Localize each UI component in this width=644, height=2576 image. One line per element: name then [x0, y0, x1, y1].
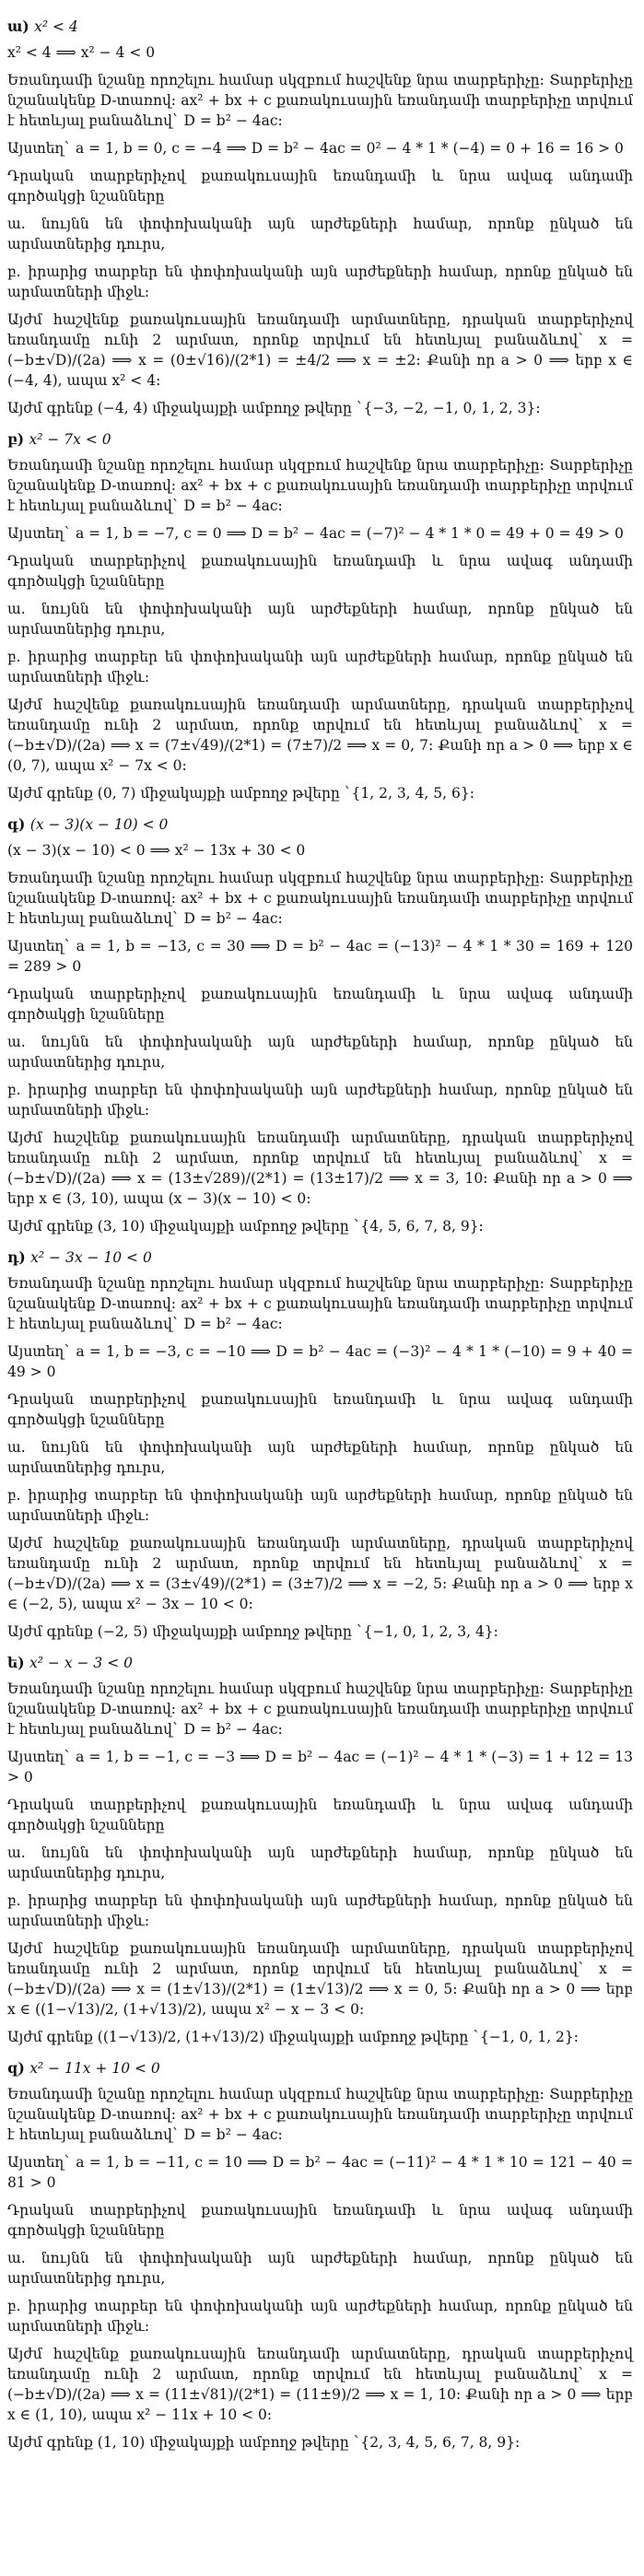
section-e: [7, 1653, 633, 2047]
section-inequality: x² − x − 3 < 0: [29, 1655, 133, 1671]
paragraph: ա. նույնն են փոփոխականի այն արժեքների համար, որոնք ընկած են արմատներից դուրս,: [7, 2250, 633, 2287]
paragraph: Եռանդամի նշանը որոշելու համար սկզբում հաշվենք նրա տարբերիչը: Տարբերիչը նշանակենք D-տառով: ax² + bx + c քառակուսային եռանդամի տարբերիչը տրվում է հետևյալ բանաձևով` D = b² − 4ac:: [7, 457, 633, 514]
paragraph: Եռանդամի նշանը որոշելու համար սկզբում հաշվենք նրա տարբերիչը: Տարբերիչը նշանակենք D-տառով: ax² + bx + c քառակուսային եռանդամի տարբերիչը տրվում է հետևյալ բանաձևով` D = b² − 4ac:: [7, 1275, 633, 1332]
answer-line: Այժմ գրենք (1, 10) միջակայքի ամբողջ թվերը `{2, 3, 4, 5, 6, 7, 8, 9}:: [7, 2434, 521, 2451]
paragraph: Դրական տարբերիչով քառակուսային եռանդամի և նրա ավագ անդամի գործակցի նշանները: [7, 553, 633, 590]
paragraph: Այստեղ` a = 1, b = −11, c = 10 ⟹ D = b² − 4ac = (−11)² − 4 * 1 * 10 = 121 − 40 = 81 > 0: [7, 2154, 633, 2191]
section-label: ա): [7, 18, 35, 35]
section-inequality: x² − 7x < 0: [29, 431, 111, 448]
paragraph: Այժմ հաշվենք քառակուսային եռանդամի արմատները, դրական տարբերիչով եռանդամը ունի 2 արմատ, որոնք տրվում են հետևյալ բանաձևով` x = (−b±√D)/(2a) ⟹ x = (13±√289)/(2*1) = (13±17)/2 ⟹ x = 3, 10: Քանի որ a > 0 ⟹ երբ x ∈ (3, 10), ապա (x − 3)(x − 10) < 0:: [7, 1130, 633, 1207]
section-a: [7, 17, 633, 418]
section-heading: [7, 2058, 633, 2078]
paragraph: Դրական տարբերիչով քառակուսային եռանդամի և նրա ավագ անդամի գործակցի նշանները: [7, 1391, 633, 1428]
paragraph: Այժմ հաշվենք քառակուսային եռանդամի արմատները, դրական տարբերիչով եռանդամը ունի 2 արմատ, որոնք տրվում են հետևյալ բանաձևով` x = (−b±√D)/(2a) ⟹ x = (0±√16)/(2*1) = ±4/2 ⟹ x = ±2: Քանի որ a > 0 ⟹ երբ x ∈ (−4, 4), ապա x² < 4:: [7, 311, 633, 389]
paragraph: ա. նույնն են փոփոխականի այն արժեքների համար, որոնք ընկած են արմատներից դուրս,: [7, 1439, 633, 1476]
section-inequality: x² − 3x − 10 < 0: [30, 1249, 152, 1266]
section-heading: [7, 814, 633, 835]
paragraph: Այժմ հաշվենք քառակուսային եռանդամի արմատները, դրական տարբերիչով եռանդամը ունի 2 արմատ, որոնք տրվում են հետևյալ բանաձևով` x = (−b±√D)/(2a) ⟹ x = (7±√49)/(2*1) = (7±7)/2 ⟹ x = 0, 7: Քանի որ a > 0 ⟹ երբ x ∈ (0, 7), ապա x² − 7x < 0:: [7, 697, 633, 774]
paragraph: Դրական տարբերիչով քառակուսային եռանդամի և նրա ավագ անդամի գործակցի նշանները: [7, 1797, 633, 1833]
section-label: գ): [7, 815, 30, 833]
section-label: ե): [7, 1654, 30, 1671]
paragraph: Այստեղ` a = 1, b = −13, c = 30 ⟹ D = b² − 4ac = (−13)² − 4 * 1 * 30 = 169 + 120 = 289 > 0: [7, 938, 633, 975]
answer-line: Այժմ գրենք (−4, 4) միջակայքի ամբողջ թվերը `{−3, −2, −1, 0, 1, 2, 3}:: [7, 400, 541, 416]
section-heading: [7, 1653, 633, 1673]
answer-line: Այժմ գրենք (−2, 5) միջակայքի ամբողջ թվերը `{−1, 0, 1, 2, 3, 4}:: [7, 1623, 498, 1640]
answer-line: Այժմ գրենք (3, 10) միջակայքի ամբողջ թվերը `{4, 5, 6, 7, 8, 9}:: [7, 1218, 484, 1235]
paragraph: Դրական տարբերիչով քառակուսային եռանդամի և նրա ավագ անդամի գործակցի նշանները: [7, 2202, 633, 2239]
paragraph: Այստեղ` a = 1, b = −1, c = −3 ⟹ D = b² − 4ac = (−1)² − 4 * 1 * (−3) = 1 + 12 = 13 > 0: [7, 1749, 633, 1786]
paragraph: ա. նույնն են փոփոխականի այն արժեքների համար, որոնք ընկած են արմատներից դուրս,: [7, 601, 633, 638]
paragraph: Դրական տարբերիչով քառակուսային եռանդամի և նրա ավագ անդամի գործակցի նշանները: [7, 168, 633, 205]
section-d: [7, 1247, 633, 1642]
section-heading: [7, 1247, 633, 1268]
paragraph: Այժմ հաշվենք քառակուսային եռանդամի արմատները, դրական տարբերիչով եռանդամը ունի 2 արմատ, որոնք տրվում են հետևյալ բանաձևով` x = (−b±√D)/(2a) ⟹ x = (1±√13)/(2*1) = (1±√13)/2 ⟹ x = 0, 5: Քանի որ a > 0 ⟹ երբ x ∈ ((1−√13)/2, (1+√13)/2), ապա x² − x − 3 < 0:: [7, 1940, 633, 2018]
section-inequality: (x − 3)(x − 10) < 0: [29, 816, 169, 833]
paragraph: բ. իրարից տարբեր են փոփոխականի այն արժեքների համար, որոնք ընկած են արմատների միջև:: [7, 1892, 633, 1929]
section-label: դ): [7, 1248, 31, 1266]
paragraph: բ. իրարից տարբեր են փոփոխականի այն արժեքների համար, որոնք ընկած են արմատների միջև:: [7, 263, 633, 300]
paragraph: Այստեղ` a = 1, b = 0, c = −4 ⟹ D = b² − 4ac = 0² − 4 * 1 * (−4) = 0 + 16 = 16 > 0: [7, 140, 624, 157]
paragraph: բ. իրարից տարբեր են փոփոխականի այն արժեքների համար, որոնք ընկած են արմատների միջև:: [7, 2298, 633, 2335]
paragraph: Եռանդամի նշանը որոշելու համար սկզբում հաշվենք նրա տարբերիչը: Տարբերիչը նշանակենք D-տառով: ax² + bx + c քառակուսային եռանդամի տարբերիչը տրվում է հետևյալ բանաձևով` D = b² − 4ac:: [7, 1680, 633, 1738]
paragraph: ա. նույնն են փոփոխականի այն արժեքների համար, որոնք ընկած են արմատներից դուրս,: [7, 216, 633, 252]
paragraph: x² < 4 ⟹ x² − 4 < 0: [7, 44, 156, 61]
paragraph: Եռանդամի նշանը որոշելու համար սկզբում հաշվենք նրա տարբերիչը: Տարբերիչը նշանակենք D-տառով: ax² + bx + c քառակուսային եռանդամի տարբերիչը տրվում է հետևյալ բանաձևով` D = b² − 4ac:: [7, 870, 633, 927]
paragraph: ա. նույնն են փոփոխականի այն արժեքների համար, որոնք ընկած են արմատներից դուրս,: [7, 1034, 633, 1071]
section-f: [7, 2058, 633, 2453]
section-inequality: x² − 11x + 10 < 0: [29, 2060, 160, 2077]
paragraph: Այժմ հաշվենք քառակուսային եռանդամի արմատները, դրական տարբերիչով եռանդամը ունի 2 արմատ, որոնք տրվում են հետևյալ բանաձևով` x = (−b±√D)/(2a) ⟹ x = (3±√49)/(2*1) = (3±7)/2 ⟹ x = −2, 5: Քանի որ a > 0 ⟹ երբ x ∈ (−2, 5), ապա x² − 3x − 10 < 0:: [7, 1535, 633, 1612]
paragraph: բ. իրարից տարբեր են փոփոխականի այն արժեքների համար, որոնք ընկած են արմատների միջև:: [7, 649, 633, 685]
section-label: զ): [7, 2059, 30, 2077]
paragraph: Եռանդամի նշանը որոշելու համար սկզբում հաշվենք նրա տարբերիչը: Տարբերիչը նշանակենք D-տառով: ax² + bx + c քառակուսային եռանդամի տարբերիչը տրվում է հետևյալ բանաձևով` D = b² − 4ac:: [7, 72, 633, 129]
section-inequality: x² < 4: [34, 18, 78, 35]
answer-line: Այժմ գրենք ((1−√13)/2, (1+√13)/2) միջակայքի ամբողջ թվերը `{−1, 0, 1, 2}:: [7, 2029, 579, 2045]
paragraph: Եռանդամի նշանը որոշելու համար սկզբում հաշվենք նրա տարբերիչը: Տարբերիչը նշանակենք D-տառով: ax² + bx + c քառակուսային եռանդամի տարբերիչը տրվում է հետևյալ բանաձևով` D = b² − 4ac:: [7, 2086, 633, 2143]
paragraph: Այստեղ` a = 1, b = −3, c = −10 ⟹ D = b² − 4ac = (−3)² − 4 * 1 * (−10) = 9 + 40 = 49 > 0: [7, 1343, 633, 1380]
section-b: [7, 429, 633, 803]
section-heading: [7, 429, 633, 450]
paragraph: բ. իրարից տարբեր են փոփոխականի այն արժեքների համար, որոնք ընկած են արմատների միջև:: [7, 1082, 633, 1118]
section-heading: [7, 17, 633, 37]
paragraph: Այժմ հաշվենք քառակուսային եռանդամի արմատները, դրական տարբերիչով եռանդամը ունի 2 արմատ, որոնք տրվում են հետևյալ բանաձևով` x = (−b±√D)/(2a) ⟹ x = (11±√81)/(2*1) = (11±9)/2 ⟹ x = 1, 10: Քանի որ a > 0 ⟹ երբ x ∈ (1, 10), ապա x² − 11x + 10 < 0:: [7, 2346, 633, 2423]
paragraph: Դրական տարբերիչով քառակուսային եռանդամի և նրա ավագ անդամի գործակցի նշանները: [7, 986, 633, 1023]
paragraph: բ. իրարից տարբեր են փոփոխականի այն արժեքների համար, որոնք ընկած են արմատների միջև:: [7, 1487, 633, 1524]
section-c: [7, 814, 633, 1236]
paragraph: Այստեղ` a = 1, b = −7, c = 0 ⟹ D = b² − 4ac = (−7)² − 4 * 1 * 0 = 49 + 0 = 49 > 0: [7, 525, 624, 542]
answer-line: Այժմ գրենք (0, 7) միջակայքի ամբողջ թվերը `{1, 2, 3, 4, 5, 6}:: [7, 785, 474, 802]
section-label: բ): [7, 430, 29, 448]
paragraph: ա. նույնն են փոփոխականի այն արժեքների համար, որոնք ընկած են արմատներից դուրս,: [7, 1844, 633, 1881]
paragraph: (x − 3)(x − 10) < 0 ⟹ x² − 13x + 30 < 0: [7, 842, 306, 859]
